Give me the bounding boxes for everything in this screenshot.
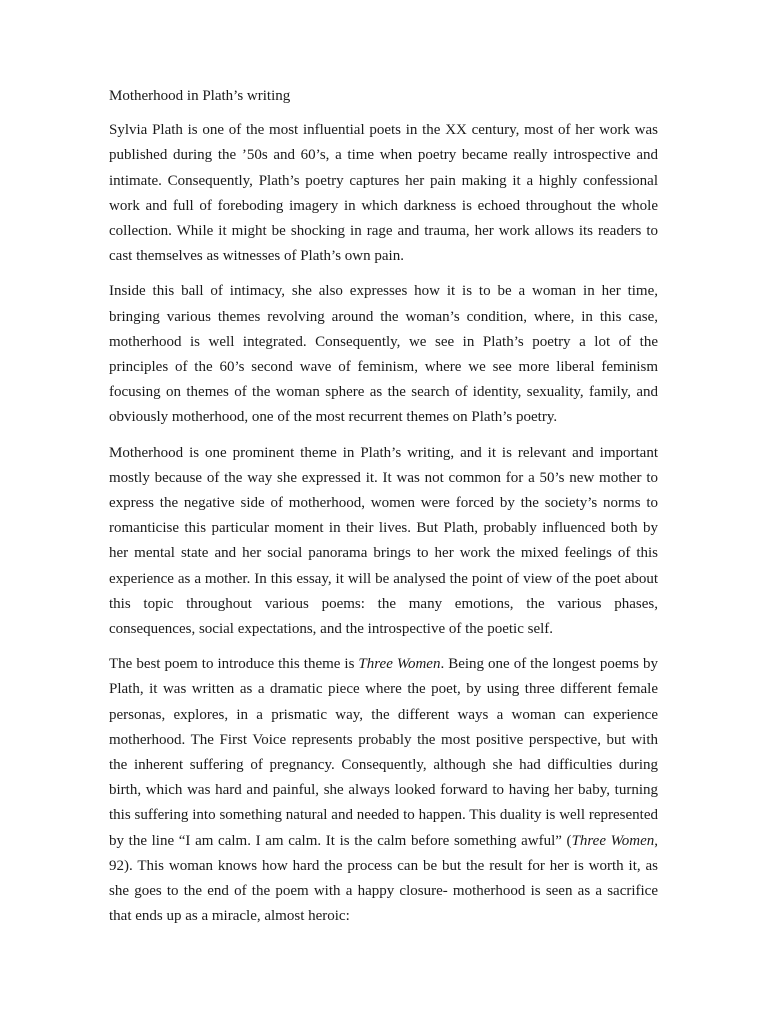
- paragraph-three-women: [109, 652, 658, 929]
- paragraph-text-segment: The best poem to introduce this theme is: [109, 656, 359, 673]
- paragraph-text-segment: . Being one of the longest poems by Plath, it was written as a dramatic piece where the poet, by using three different female personas, explores, in a prismatic way, the different ways a woman can experience motherhood. The First Voice represents probably the most positive perspective, but with the inherent suffering of pregnancy. Consequently, although she had difficulties during birth, which was hard and painful, she always looked forward to having her baby, turning this suffering into something natural and needed to happen. This duality is well represented by the line “I am calm. I am calm. It is the calm before something awful” (: [109, 656, 658, 849]
- document-title: Motherhood in Plath’s writing: [109, 88, 291, 104]
- poem-title: Three Women: [571, 832, 655, 849]
- poem-title: Three Women: [358, 656, 441, 673]
- document-page: [109, 84, 658, 940]
- paragraph-text-segment: , 92). This woman knows how hard the process can be but the result for her is worth it, as she goes to the end of the poem with a happy closure- motherhood is seen as a sacrifice that ends up as a miracle, almost heroic:: [109, 832, 659, 925]
- paragraph-feminism: Inside this ball of intimacy, she also expresses how it is to be a woman in her time, bringing various themes revolving around the woman’s condition, where, in this case, motherhood is well integrated. Consequently, we see in Plath’s poetry a lot of the principles of the 60’s second wave of feminism, where we see more liberal feminism focusing on themes of the woman sphere as the search of identity, sexuality, family, and obviously motherhood, one of the most recurrent themes on Plath’s poetry.: [109, 283, 658, 426]
- paragraph-intro: Sylvia Plath is one of the most influential poets in the XX century, most of her work was published during the ’50s and 60’s, a time when poetry became really introspective and intimate. Consequently, Plath’s poetry captures her pain making it a highly confessional work and full of foreboding imagery in which darkness is echoed throughout the whole collection. While it might be shocking in rage and trauma, her work allows its readers to cast themselves as witnesses of Plath’s own pain.: [109, 122, 658, 265]
- paragraph-motherhood-theme: Motherhood is one prominent theme in Plath’s writing, and it is relevant and important mostly because of the way she expressed it. It was not common for a 50’s new mother to express the negative side of motherhood, women were forced by the society’s norms to romanticise this particular moment in their lives. But Plath, probably influenced both by her mental state and her social panorama brings to her work the mixed feelings of this experience as a mother. In this essay, it will be analysed the point of view of the poet about this topic throughout various poems: the many emotions, the various phases, consequences, social expectations, and the introspective of the poetic self.: [109, 444, 658, 638]
